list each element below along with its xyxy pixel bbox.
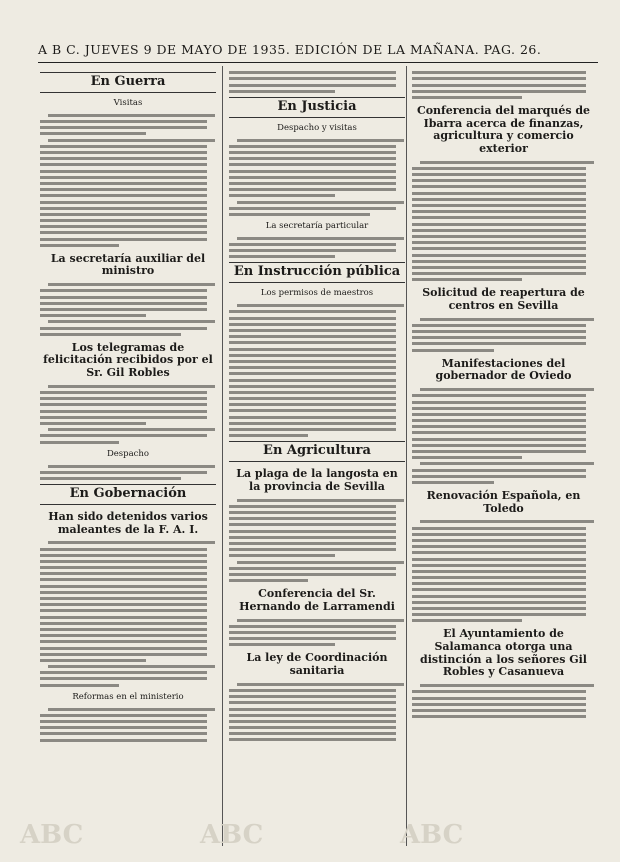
text-line (40, 591, 207, 594)
text-line (229, 151, 396, 154)
text-line (420, 318, 594, 321)
text-line (412, 558, 586, 561)
text-line (40, 410, 207, 413)
text-line (229, 77, 396, 80)
text-line (412, 77, 586, 80)
text-line (40, 597, 207, 600)
text-line (40, 603, 207, 606)
watermark: ABC (20, 820, 84, 850)
text-line (40, 213, 207, 216)
text-line (229, 720, 396, 723)
text-line (412, 533, 586, 536)
text-line (40, 684, 119, 687)
text-line (40, 422, 146, 425)
text-line (229, 335, 396, 338)
text-line (412, 564, 586, 567)
article-heading: Conferencia del Sr. Hernando de Larramendi (239, 587, 395, 613)
article-heading: Los telegramas de felicitación recibidos por el Sr. Gil Robles (43, 340, 213, 380)
text-line (412, 394, 586, 397)
text-line (412, 481, 494, 484)
text-line (229, 90, 335, 93)
text-line (412, 204, 586, 207)
text-line (412, 96, 522, 99)
text-line (40, 585, 207, 588)
text-line (40, 739, 207, 742)
text-line (40, 403, 207, 406)
text-line (412, 595, 586, 598)
text-line (40, 671, 207, 674)
text-line (229, 416, 396, 419)
text-line (237, 237, 404, 240)
text-line (229, 554, 335, 557)
text-line (40, 238, 207, 241)
text-line (412, 601, 586, 604)
text-line (412, 84, 586, 87)
page-header: A B C. JUEVES 9 DE MAYO DE 1935. EDICIÓN DE LA MAÑANA. PAG. 26. (38, 42, 598, 63)
text-line (40, 308, 207, 311)
text-line (412, 216, 586, 219)
text-line (40, 732, 207, 735)
text-line (412, 173, 586, 176)
text-line (412, 192, 586, 195)
text-line (229, 366, 396, 369)
subheading: Los permisos de maestros (260, 288, 374, 299)
column-2 (229, 68, 405, 745)
text-line (412, 607, 586, 610)
text-line (229, 422, 396, 425)
text-line (40, 441, 119, 444)
text-line (229, 732, 396, 735)
text-line (229, 695, 396, 698)
text-line (229, 255, 335, 258)
text-line (229, 579, 308, 582)
text-line (40, 207, 207, 210)
text-line (48, 665, 215, 668)
text-line (229, 573, 396, 576)
text-line (48, 139, 215, 142)
text-line (420, 388, 594, 391)
text-line (237, 619, 404, 622)
text-line (229, 434, 308, 437)
text-line (412, 266, 586, 269)
text-line (40, 416, 207, 419)
text-line (412, 582, 586, 585)
text-line (412, 456, 522, 459)
text-line (48, 465, 215, 468)
column-divider (222, 66, 223, 846)
text-line (412, 330, 586, 333)
text-line (229, 194, 335, 197)
text-line (229, 542, 396, 545)
text-line (40, 151, 207, 154)
text-line (229, 689, 396, 692)
text-line (412, 475, 586, 478)
text-line (40, 434, 207, 437)
text-line (40, 194, 207, 197)
text-line (412, 588, 586, 591)
text-line (237, 201, 404, 204)
text-line (229, 360, 396, 363)
section-title: En Gobernación (40, 484, 216, 505)
article-heading: Renovación Española, en Toledo (426, 488, 581, 515)
watermark: ABC (400, 820, 464, 850)
text-line (412, 407, 586, 410)
text-line (40, 176, 207, 179)
text-line (412, 349, 494, 352)
text-line (412, 223, 586, 226)
text-line (229, 348, 396, 351)
text-line (229, 701, 396, 704)
text-line (229, 738, 396, 741)
text-line (229, 643, 335, 646)
text-line (229, 176, 396, 179)
text-line (40, 714, 207, 717)
article-heading: Conferencia del marqués de Ibarra acerca de finanzas, agricultura y comercio exterior (416, 103, 591, 155)
text-line (40, 628, 207, 631)
text-line (420, 520, 594, 523)
text-line (40, 225, 207, 228)
text-line (420, 462, 594, 465)
article-heading: El Ayuntamiento de Salamanca otorga una distinción a los señores Gil Robles y Casanueva (420, 627, 587, 679)
text-line (229, 84, 396, 87)
text-line (412, 690, 586, 693)
subheading: Despacho (106, 448, 150, 459)
text-line (229, 317, 396, 320)
article-heading: La secretaría auxiliar del ministro (50, 251, 206, 278)
text-line (412, 413, 586, 416)
text-line (48, 428, 215, 431)
text-line (229, 726, 396, 729)
text-line (412, 336, 586, 339)
text-line (412, 247, 586, 250)
text-line (237, 561, 404, 564)
text-line (40, 333, 181, 336)
text-line (412, 401, 586, 404)
column-divider (406, 66, 407, 846)
column-3 (412, 68, 595, 721)
text-line (229, 567, 396, 570)
text-line (40, 302, 207, 305)
text-line (48, 708, 215, 711)
text-line (229, 523, 396, 526)
text-line (412, 278, 522, 281)
text-line (412, 715, 586, 718)
text-line (229, 170, 396, 173)
text-line (412, 198, 586, 201)
text-line (229, 403, 396, 406)
text-line (412, 438, 586, 441)
text-line (229, 631, 396, 634)
text-line (40, 188, 207, 191)
text-line (40, 477, 181, 480)
text-line (412, 235, 586, 238)
watermark: ABC (200, 820, 264, 850)
text-line (229, 379, 396, 382)
text-line (412, 703, 586, 706)
text-line (237, 304, 404, 307)
text-line (40, 182, 207, 185)
text-line (229, 243, 396, 246)
article-heading: La ley de Coordinación sanitaria (246, 651, 388, 677)
text-line (229, 157, 396, 160)
text-line (229, 385, 396, 388)
text-line (40, 314, 146, 317)
text-line (412, 450, 586, 453)
text-line (229, 213, 370, 216)
text-line (40, 391, 207, 394)
text-line (40, 566, 207, 569)
text-line (237, 499, 404, 502)
text-line (229, 409, 396, 412)
text-line (40, 572, 207, 575)
article-heading: La plaga de la langosta en la provincia de Sevilla (236, 467, 398, 493)
text-line (412, 425, 586, 428)
text-line (229, 397, 396, 400)
text-line (40, 634, 207, 637)
text-line (412, 229, 586, 232)
text-line (40, 219, 207, 222)
section-title: En Agricultura (229, 441, 405, 462)
text-line (412, 167, 586, 170)
subheading: Despacho y visitas (277, 122, 357, 133)
text-line (412, 324, 586, 327)
text-line (48, 385, 215, 388)
article-heading: Han sido detenidos varios maleantes de la F. A. I. (48, 509, 208, 536)
text-line (229, 511, 396, 514)
text-line (40, 120, 207, 123)
text-line (229, 637, 396, 640)
text-line (40, 244, 119, 247)
text-line (40, 126, 207, 129)
text-line (412, 71, 586, 74)
text-line (229, 249, 396, 252)
text-line (412, 419, 586, 422)
text-line (412, 576, 586, 579)
text-line (412, 260, 586, 263)
text-line (40, 640, 207, 643)
subheading: La secretaría particular (265, 220, 369, 231)
subheading: Reformas en el ministerio (72, 691, 184, 702)
text-line (229, 163, 396, 166)
text-line (412, 697, 586, 700)
text-line (229, 536, 396, 539)
text-line (40, 327, 207, 330)
text-line (412, 613, 586, 616)
text-line (229, 708, 396, 711)
text-line (412, 342, 586, 345)
text-line (40, 622, 207, 625)
section-title: En Guerra (40, 72, 216, 93)
text-line (412, 551, 586, 554)
text-line (40, 578, 207, 581)
text-line (40, 157, 207, 160)
text-line (229, 714, 396, 717)
text-line (229, 71, 396, 74)
text-line (40, 659, 146, 662)
text-line (229, 145, 396, 148)
text-line (229, 548, 396, 551)
text-line (40, 145, 207, 148)
text-line (412, 539, 586, 542)
text-line (40, 170, 207, 173)
text-line (412, 570, 586, 573)
text-line (412, 90, 586, 93)
text-line (40, 296, 207, 299)
text-line (412, 241, 586, 244)
text-line (420, 684, 594, 687)
section-title: En Instrucción pública (229, 262, 405, 283)
text-line (412, 444, 586, 447)
text-line (40, 132, 146, 135)
text-line (229, 428, 396, 431)
text-line (40, 471, 207, 474)
text-line (412, 527, 586, 530)
text-line (48, 114, 215, 117)
text-line (229, 372, 396, 375)
text-line (412, 619, 522, 622)
text-line (412, 431, 586, 434)
text-line (229, 625, 396, 628)
text-line (229, 182, 396, 185)
text-line (40, 548, 207, 551)
text-line (229, 354, 396, 357)
text-line (412, 210, 586, 213)
text-line (229, 323, 396, 326)
text-line (229, 207, 396, 210)
text-line (40, 609, 207, 612)
text-line (237, 683, 404, 686)
text-line (48, 283, 215, 286)
text-line (229, 188, 396, 191)
text-line (40, 231, 207, 234)
text-line (229, 341, 396, 344)
text-line (229, 505, 396, 508)
text-line (40, 560, 207, 563)
section-title: En Justicia (229, 97, 405, 118)
text-line (40, 653, 207, 656)
text-line (40, 726, 207, 729)
text-line (48, 541, 215, 544)
text-line (412, 709, 586, 712)
text-line (420, 161, 594, 164)
article-heading: Manifestaciones del gobernador de Oviedo (435, 356, 572, 383)
text-line (40, 397, 207, 400)
text-line (40, 616, 207, 619)
text-line (412, 254, 586, 257)
text-line (229, 530, 396, 533)
text-line (237, 139, 404, 142)
text-line (40, 720, 207, 723)
text-line (412, 179, 586, 182)
text-line (40, 163, 207, 166)
text-line (229, 391, 396, 394)
text-line (229, 329, 396, 332)
text-line (40, 201, 207, 204)
subheading: Visitas (113, 97, 143, 108)
text-line (40, 647, 207, 650)
text-line (40, 677, 207, 680)
text-line (48, 320, 215, 323)
text-line (412, 545, 586, 548)
text-line (40, 554, 207, 557)
text-line (229, 517, 396, 520)
article-heading: Solicitud de reapertura de centros en Sevilla (422, 286, 585, 312)
text-line (40, 289, 207, 292)
column-1 (40, 68, 216, 745)
text-line (229, 310, 396, 313)
text-line (412, 272, 586, 275)
text-line (412, 185, 586, 188)
text-line (412, 469, 586, 472)
